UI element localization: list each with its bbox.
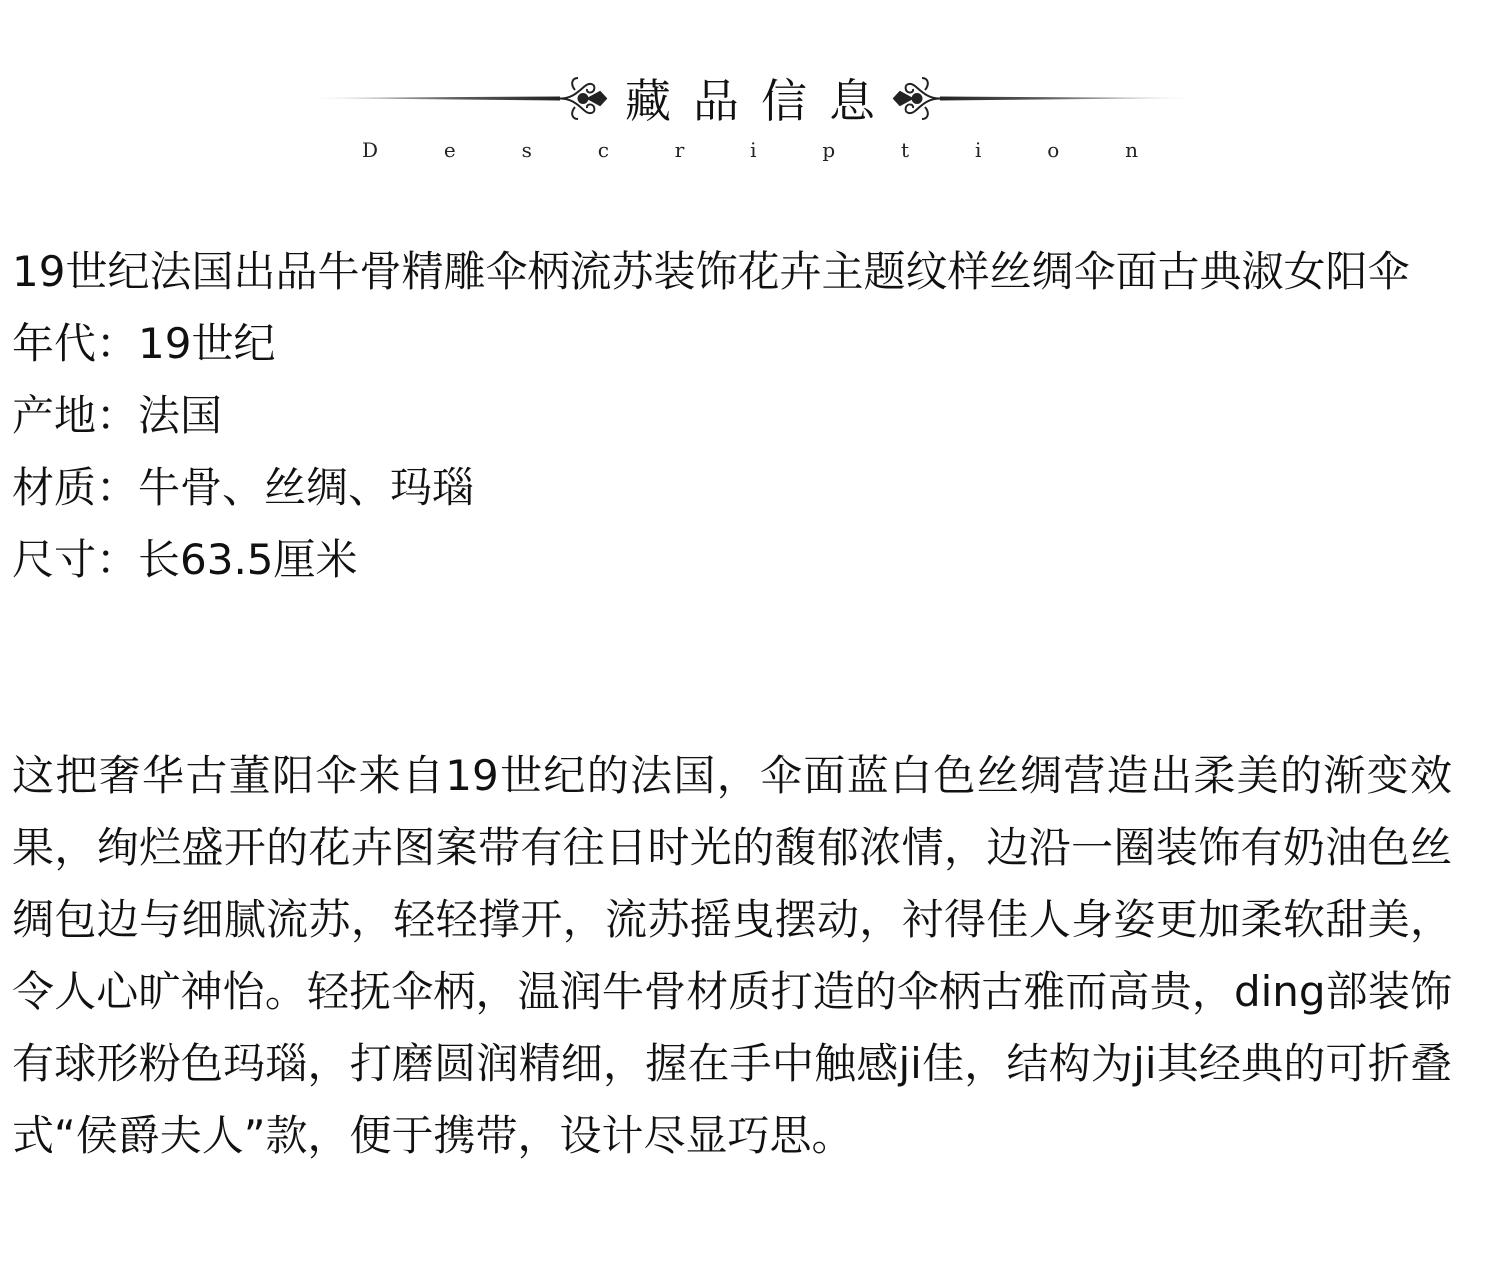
item-origin: 产地：法国 bbox=[12, 391, 223, 440]
item-material: 材质：牛骨、丝绸、玛瑙 bbox=[12, 463, 475, 512]
subtitle-letter: o bbox=[1047, 138, 1060, 162]
subtitle-letter: p bbox=[822, 138, 836, 162]
subtitle-letter: r bbox=[674, 138, 685, 162]
subtitle-letter: c bbox=[597, 138, 609, 162]
subtitle-letter: n bbox=[1125, 138, 1138, 162]
subtitle-letter: e bbox=[443, 138, 456, 162]
section-subtitle bbox=[362, 138, 1138, 162]
subtitle-letter: D bbox=[362, 138, 379, 162]
item-info bbox=[12, 236, 1452, 596]
item-size: 尺寸：长63.5厘米 bbox=[12, 535, 358, 584]
subtitle-letter: i bbox=[750, 138, 757, 162]
subtitle-letter: t bbox=[901, 138, 910, 162]
section-title: 藏品信息 bbox=[625, 74, 897, 128]
item-description: 这把奢华古董阳伞来自19世纪的法国，伞面蓝白色丝绸营造出柔美的渐变效果，绚烂盛开的花卉图案带有往日时光的馥郁浓情，边沿一圈装饰有奶油色丝绸包边与细腻流苏，轻轻撑开，流苏摇曳摆动，衬得佳人身姿更加柔软甜美，令人心旷神怡。轻抚伞柄，温润牛骨材质打造的伞柄古雅而高贵，ding部装饰有球形粉色玛瑙，打磨圆润精细，握在手中触感ji佳，结构为ji其经典的可折叠式“侯爵夫人”款，便于携带，设计尽显巧思。 bbox=[12, 751, 1452, 1160]
item-title: 19世纪法国出品牛骨精雕伞柄流苏装饰花卉主题纹样丝绸伞面古典淑女阳伞 bbox=[12, 247, 1410, 296]
item-era: 年代：19世纪 bbox=[12, 319, 276, 368]
subtitle-letter: s bbox=[521, 138, 532, 162]
section-header bbox=[0, 0, 1500, 190]
subtitle-letter: i bbox=[974, 138, 982, 162]
